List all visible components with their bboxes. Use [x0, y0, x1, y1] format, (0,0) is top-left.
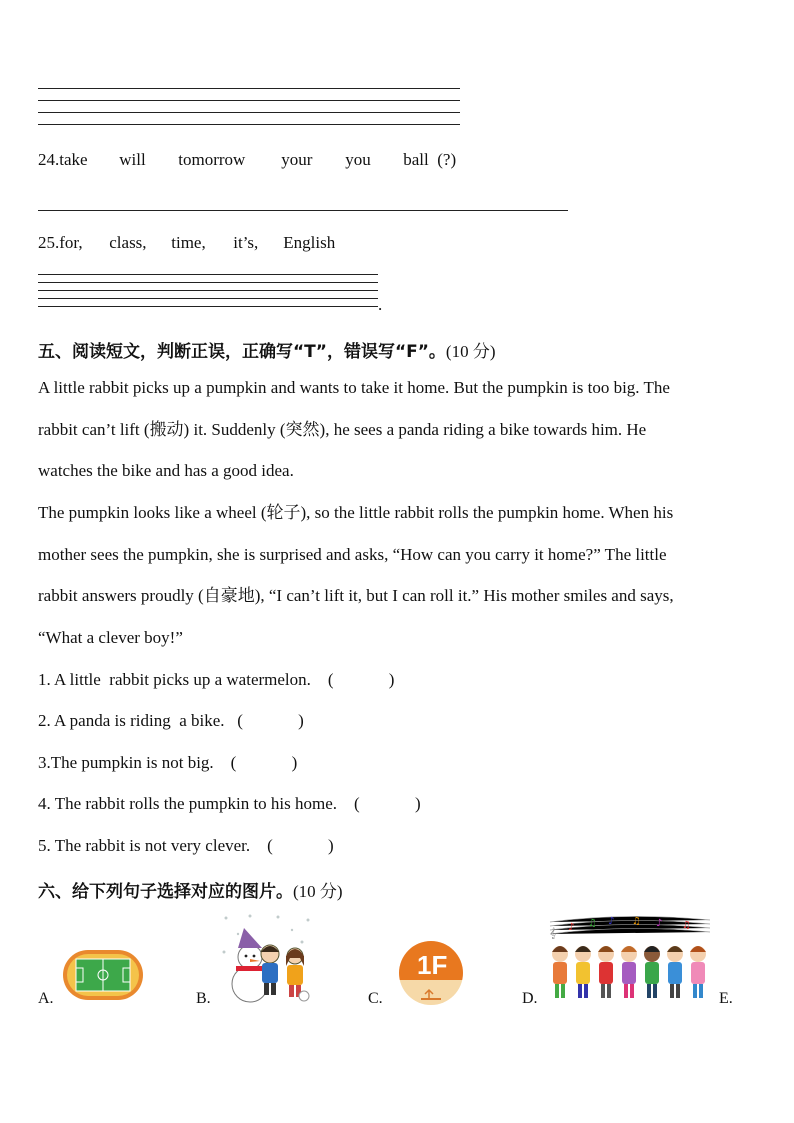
passage-line: The pumpkin looks like a wheel (轮子), so the little rabbit rolls the pumpkin home. When his — [38, 503, 674, 522]
question-number: 24. — [38, 150, 60, 169]
writing-line — [38, 274, 378, 275]
word-tile: for, — [59, 233, 83, 252]
word-tile: (?) — [437, 150, 457, 169]
option-a-label: A. — [38, 990, 54, 1007]
tf-question-4: 4. The rabbit rolls the pumpkin to his home. ( ) — [38, 794, 421, 813]
passage-line: “What a clever boy!” — [38, 628, 183, 647]
passage-line: rabbit answers proudly (自豪地), “I can’t lift it, but I can roll it.” His mother smiles and says, — [38, 586, 674, 605]
word-tile: it’s, — [233, 233, 259, 252]
floor-sign-text: 1F — [417, 950, 448, 980]
tf-question-3: 3.The pumpkin is not big. ( ) — [38, 753, 298, 772]
word-tile: you — [345, 150, 371, 169]
word-tile: class, — [109, 233, 147, 252]
section-5-heading — [38, 337, 495, 362]
writing-line — [38, 298, 378, 299]
writing-line — [38, 100, 460, 101]
writing-line — [38, 290, 378, 291]
svg-text:♪: ♪ — [656, 918, 663, 929]
section-5-title: 五、阅读短文，判断正误，正确写“T”，错误写“F”。 — [38, 342, 446, 362]
end-mark: . — [378, 295, 383, 314]
question-number: 25. — [38, 233, 60, 252]
svg-text:𝄞: 𝄞 — [550, 928, 556, 939]
section-6-heading — [38, 877, 343, 902]
option-e-label: E. — [719, 990, 733, 1007]
football-field-image — [62, 947, 144, 1003]
word-tile: English — [283, 233, 336, 252]
answer-line — [38, 210, 568, 211]
word-tile: take — [59, 150, 88, 169]
svg-text:♪: ♪ — [568, 922, 575, 933]
writing-line — [38, 282, 378, 283]
word-tile: tomorrow — [178, 150, 246, 169]
writing-line — [38, 88, 460, 89]
section-6-score: (10 分) — [293, 882, 343, 901]
section-6-title: 六、给下列句子选择对应的图片。 — [38, 882, 293, 902]
snowman-image — [220, 912, 316, 1004]
tf-question-2: 2. A panda is riding a bike. ( ) — [38, 711, 304, 730]
writing-line — [38, 306, 378, 307]
word-tile: your — [281, 150, 313, 169]
passage-line: watches the bike and has a good idea. — [38, 461, 294, 480]
question-24 — [38, 150, 456, 170]
writing-line — [38, 112, 460, 113]
svg-text:♪: ♪ — [608, 916, 615, 927]
first-floor-sign-image — [395, 940, 467, 1006]
passage-line: A little rabbit picks up a pumpkin and wants to take it home. But the pumpkin is too big. The — [38, 378, 670, 397]
question-25 — [38, 233, 335, 253]
svg-text:♫: ♫ — [682, 920, 691, 931]
word-tile: will — [119, 150, 146, 169]
option-c-label: C. — [368, 990, 383, 1007]
tf-question-1: 1. A little rabbit picks up a watermelon. ( ) — [38, 670, 395, 689]
word-tile: ball — [403, 150, 429, 169]
singing-children-image — [546, 912, 712, 1004]
option-b-label: B. — [196, 990, 211, 1007]
passage-line: rabbit can’t lift (搬动) it. Suddenly (突然), he sees a panda riding a bike towards him. He — [38, 420, 647, 439]
word-tile: time, — [171, 233, 206, 252]
tf-question-5: 5. The rabbit is not very clever. ( ) — [38, 836, 334, 855]
writing-line — [38, 124, 460, 125]
svg-text:♫: ♫ — [588, 918, 597, 929]
section-5-score: (10 分) — [445, 342, 496, 361]
passage-line: mother sees the pumpkin, she is surprised and asks, “How can you carry it home?” The little — [38, 545, 667, 564]
option-d-label: D. — [522, 990, 538, 1007]
svg-text:♫: ♫ — [632, 916, 641, 927]
